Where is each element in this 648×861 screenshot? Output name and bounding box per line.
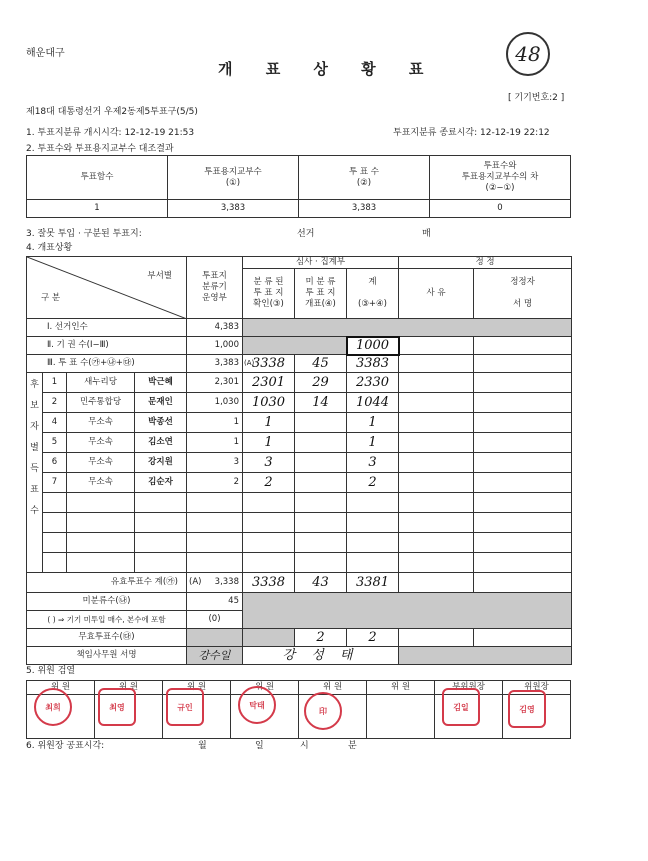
row-abstain-label: Ⅱ. 기 권 수(Ⅰ−Ⅲ): [27, 337, 187, 355]
page-mark: 48: [506, 32, 550, 76]
row-sign-label: 책임사무원 서명: [27, 647, 187, 665]
candidate-total: 2330: [347, 373, 399, 393]
candidate-no: 2: [43, 393, 67, 413]
candidate-reason: [399, 413, 474, 433]
candidate-corrector: [474, 433, 572, 453]
row-invalid-label: 무효투표수(㉰): [27, 629, 187, 647]
candidate-corrector: [474, 393, 572, 413]
row-valid-corrector: [474, 573, 572, 593]
row-abstain-total: 1000: [347, 337, 399, 355]
candidate-row: [27, 413, 572, 433]
committee-header: 위원장: [503, 681, 571, 695]
row-invalid-total: 2: [347, 629, 399, 647]
candidate-corrector: [474, 413, 572, 433]
header-reason: 사 유: [399, 269, 474, 319]
candidate-corrector: [474, 453, 572, 473]
row-sign-a: 강수일: [187, 647, 243, 665]
announce-hour: 시: [300, 741, 309, 751]
candidate-name: 강지원: [135, 453, 187, 473]
row-valid-machine: (A) 3,338: [187, 573, 243, 593]
committee-header: 위 원: [27, 681, 95, 695]
header-correction: 정 정: [399, 257, 572, 269]
seal-stamp: 김일: [442, 688, 480, 726]
ballot-comparison-table: [26, 155, 571, 218]
candidate-row: [27, 373, 572, 393]
row-invalid-classified: [243, 629, 295, 647]
candidate-party: 무소속: [67, 413, 135, 433]
row-valid-classified: 3338: [243, 573, 295, 593]
value-votes: 3,383: [299, 200, 430, 218]
row-votes-reason: [399, 355, 474, 373]
candidate-name: 박종선: [135, 413, 187, 433]
row-electors-label: Ⅰ. 선거인수: [27, 319, 187, 337]
candidate-party: 무소속: [67, 433, 135, 453]
row-invalid-machine: [187, 629, 243, 647]
candidate-row: [27, 433, 572, 453]
seal-stamp: 김영: [508, 690, 546, 728]
row-valid-label: 유효투표수 계(㉮): [27, 573, 187, 593]
empty-row: [27, 493, 572, 513]
candidate-unclassified: [295, 433, 347, 453]
candidate-classified: 1: [243, 433, 295, 453]
candidate-name: 김순자: [135, 473, 187, 493]
candidate-row: [27, 473, 572, 493]
empty-row: [27, 533, 572, 553]
row-note-machine: (0): [187, 611, 243, 629]
row-votes-classified: (A) 3338: [243, 355, 295, 373]
candidate-name: 문재인: [135, 393, 187, 413]
row-invalid-unclassified: 2: [295, 629, 347, 647]
candidate-no: 5: [43, 433, 67, 453]
candidate-reason: [399, 473, 474, 493]
col-difference: 투표수와 투표용지교부수의 차 (②−①): [430, 156, 571, 200]
row-valid-unclassified: 43: [295, 573, 347, 593]
committee-header: 위 원: [231, 681, 299, 695]
candidate-total: 1: [347, 413, 399, 433]
sort-start-time: 1. 투표지분류 개시시각: 12-12-19 21:53: [26, 128, 195, 138]
candidate-no: 4: [43, 413, 67, 433]
candidate-unclassified: [295, 453, 347, 473]
row-invalid-reason: [399, 629, 474, 647]
empty-row: [27, 513, 572, 533]
page-title: 개 표 상 황 표: [218, 60, 438, 78]
header-corrector: 정정자 서 명: [474, 269, 572, 319]
committee-header: 위 원: [163, 681, 231, 695]
row-abstain-machine: 1,000: [187, 337, 243, 355]
candidate-machine: 2: [187, 473, 243, 493]
row-votes-total: 3383: [347, 355, 399, 373]
row-invalid-corrector: [474, 629, 572, 647]
diagonal-line: [27, 257, 187, 319]
col-issued: 투표용지교부수 (①): [168, 156, 299, 200]
row-unclass-machine: 45: [187, 593, 243, 611]
candidate-machine: 1,030: [187, 393, 243, 413]
header-total: 계 (③+④): [347, 269, 399, 319]
seal-stamp: 최희: [34, 688, 72, 726]
announce-day: 일: [255, 741, 264, 751]
row-abstain-shaded: [243, 337, 347, 355]
candidate-row: [27, 393, 572, 413]
empty-row: [27, 553, 572, 573]
candidate-vertical-label: 후 보 자 별 득 표 수: [27, 373, 43, 573]
candidate-reason: [399, 453, 474, 473]
row-votes-corrector: [474, 355, 572, 373]
section3-count: 매: [422, 229, 431, 239]
candidate-total: 1044: [347, 393, 399, 413]
col-ballot-box: 투표함수: [27, 156, 168, 200]
candidate-party: 무소속: [67, 473, 135, 493]
candidate-total: 2: [347, 473, 399, 493]
candidate-name: 박근혜: [135, 373, 187, 393]
row-votes-label: Ⅲ. 투 표 수(㉮+㉯+㉰): [27, 355, 187, 373]
candidate-classified: 2301: [243, 373, 295, 393]
candidate-party: 민주통합당: [67, 393, 135, 413]
row-valid-reason: [399, 573, 474, 593]
header-classified: 분 류 된 투 표 지 확인(③): [243, 269, 295, 319]
candidate-classified: 1: [243, 413, 295, 433]
announce-minute: 분: [348, 741, 357, 751]
candidate-no: 1: [43, 373, 67, 393]
committee-header: 부위원장: [435, 681, 503, 695]
candidate-corrector: [474, 373, 572, 393]
candidate-unclassified: 14: [295, 393, 347, 413]
candidate-name: 김소연: [135, 433, 187, 453]
candidate-machine: 2,301: [187, 373, 243, 393]
header-unclassified: 미 분 류 투 표 지 개표(④): [295, 269, 347, 319]
candidate-no: 6: [43, 453, 67, 473]
candidate-classified: 1030: [243, 393, 295, 413]
candidate-party: 무소속: [67, 453, 135, 473]
row-valid-total: 3381: [347, 573, 399, 593]
section4-title: 4. 개표상황: [26, 243, 73, 253]
candidate-machine: 1: [187, 413, 243, 433]
candidate-classified: 2: [243, 473, 295, 493]
section2-title: 2. 투표수와 투표용지교부수 대조결과: [26, 144, 174, 154]
count-status-table: [26, 256, 572, 665]
section5-title: 5. 위원 검열: [26, 666, 76, 676]
header-review: 심사 · 집계부: [243, 257, 399, 269]
row-unclass-label: 미분류수(㉯): [27, 593, 187, 611]
seal-stamp: 印: [304, 692, 342, 730]
candidate-classified: 3: [243, 453, 295, 473]
candidate-unclassified: [295, 473, 347, 493]
row-electors-machine: 4,383: [187, 319, 243, 337]
row-note-label: ( ) ⇒ 기기 미투입 매수, 본수에 포함: [27, 611, 187, 629]
candidate-reason: [399, 393, 474, 413]
committee-cell: [367, 695, 435, 739]
section6-title: 6. 위원장 공표시각:: [26, 741, 105, 751]
value-ballot-box: 1: [27, 200, 168, 218]
seal-stamp: 규인: [166, 688, 204, 726]
section3-election: 선거: [297, 229, 315, 239]
committee-header: 위 원: [367, 681, 435, 695]
candidate-party: 새누리당: [67, 373, 135, 393]
org-name: 해운대구: [26, 48, 65, 59]
row-votes-machine: 3,383: [187, 355, 243, 373]
row-sign-shaded: [399, 647, 572, 665]
candidate-reason: [399, 433, 474, 453]
row-votes-unclassified: 45: [295, 355, 347, 373]
candidate-corrector: [474, 473, 572, 493]
row-unclass-shaded: [243, 593, 572, 629]
candidate-total: 3: [347, 453, 399, 473]
candidate-machine: 3: [187, 453, 243, 473]
candidate-unclassified: 29: [295, 373, 347, 393]
candidate-row: [27, 453, 572, 473]
row-sign-b: 강 성 태: [243, 647, 399, 665]
sort-end-time: 투표지분류 종료시각: 12-12-19 22:12: [393, 128, 550, 138]
candidate-machine: 1: [187, 433, 243, 453]
seal-stamp: 최영: [98, 688, 136, 726]
value-issued: 3,383: [168, 200, 299, 218]
election-name: 제18대 대통령선거 우제2동제5투표구(5/5): [26, 107, 198, 117]
candidate-no: 7: [43, 473, 67, 493]
seal-stamp: 탁태: [238, 686, 276, 724]
committee-header: 위 원: [299, 681, 367, 695]
candidate-reason: [399, 373, 474, 393]
header-machine: 투표지 분류기 운영부: [187, 257, 243, 319]
value-difference: 0: [430, 200, 571, 218]
row-electors-shaded: [243, 319, 572, 337]
row-abstain-reason: [399, 337, 474, 355]
committee-header: 위 원: [95, 681, 163, 695]
col-votes: 투 표 수 (②): [299, 156, 430, 200]
header-gubun: 부서별 구 분: [27, 257, 187, 319]
section3-title: 3. 잘못 투입 · 구분된 투표지:: [26, 229, 142, 239]
machine-number: [ 기기번호:2 ]: [508, 93, 565, 103]
candidate-total: 1: [347, 433, 399, 453]
announce-month: 월: [198, 741, 207, 751]
candidate-unclassified: [295, 413, 347, 433]
row-abstain-corrector: [474, 337, 572, 355]
